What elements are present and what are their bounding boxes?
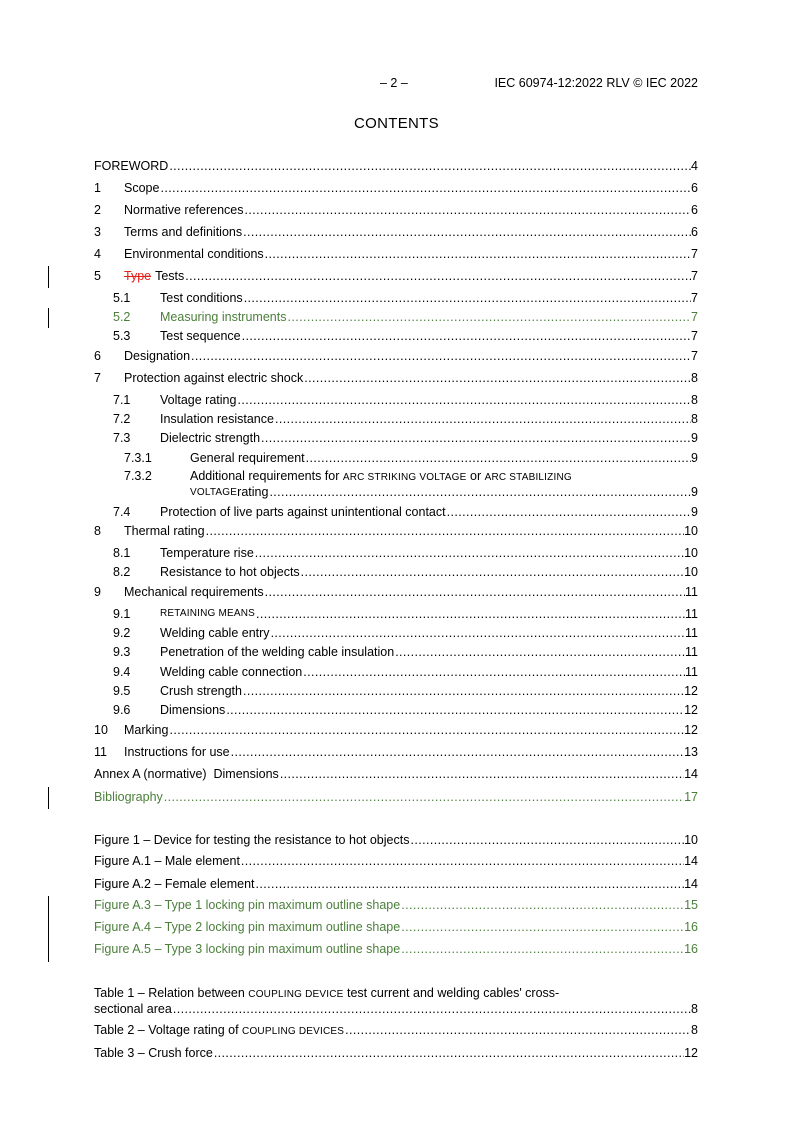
table-entry-page: 8 — [691, 1002, 698, 1016]
toc-entry-page: 13 — [684, 745, 698, 759]
toc-entry-page: 8 — [691, 371, 698, 385]
figure-entry-label: Figure A.2 – Female element — [94, 877, 255, 891]
toc-entry-number: 10 — [94, 723, 108, 737]
dot-leader — [400, 897, 684, 913]
defined-term: COUPLING DEVICE — [248, 989, 344, 1000]
toc-entry-7-3-1[interactable] — [94, 450, 698, 466]
toc-entry-page: 9 — [691, 451, 698, 465]
toc-entry-5-3[interactable] — [94, 328, 698, 344]
toc-entry-number: 7.4 — [113, 505, 131, 519]
table-entry-label: Table 1 – Relation between — [94, 986, 249, 1000]
dot-leader — [302, 664, 685, 680]
toc-entry-number: 7.2 — [113, 412, 131, 426]
dot-leader — [213, 1045, 684, 1061]
toc-entry-page: 7 — [691, 310, 698, 324]
toc-entry-page: 7 — [691, 269, 698, 283]
toc-entry-page: 7 — [691, 349, 698, 363]
dot-leader — [300, 564, 684, 580]
toc-entry-label: Scope — [124, 181, 160, 195]
dot-leader — [264, 584, 685, 600]
toc-entry-2[interactable] — [94, 202, 698, 218]
figure-entry[interactable] — [94, 853, 698, 869]
dot-leader — [190, 348, 691, 364]
toc-entry-page: 7 — [691, 247, 698, 261]
dot-leader — [240, 853, 684, 869]
toc-entry-5-1[interactable] — [94, 290, 698, 306]
toc-entry-number: 9.5 — [113, 684, 131, 698]
toc-entry-number: 5 — [94, 269, 101, 283]
page-header — [0, 76, 793, 92]
dot-leader — [274, 411, 691, 427]
dot-leader — [230, 744, 684, 760]
toc-entry-number: 3 — [94, 225, 101, 239]
dot-leader — [344, 1022, 691, 1040]
toc-entry-page: 7 — [691, 291, 698, 305]
toc-entry-7-3[interactable] — [94, 430, 698, 446]
toc-entry-number: 9.1 — [113, 607, 131, 621]
toc-entry-label: Measuring instruments — [160, 310, 287, 324]
toc-entry-label: RETAINING MEANS — [160, 608, 256, 619]
table-entry-label: Table 2 – Voltage rating of — [94, 1023, 243, 1037]
change-bar — [48, 787, 49, 809]
figure-entry-label: Figure A.1 – Male element — [94, 854, 240, 868]
defined-term: ARC STRIKING VOLTAGE — [342, 472, 467, 483]
dot-leader — [225, 702, 684, 718]
dot-leader — [242, 224, 691, 240]
table-entry[interactable] — [94, 986, 698, 1018]
toc-entry-page: 11 — [685, 626, 698, 640]
toc-entry-page: 10 — [684, 565, 698, 579]
toc-entry-label: Mechanical requirements — [124, 585, 264, 599]
figure-entry-page: 15 — [684, 898, 698, 912]
toc-entry-5-2[interactable] — [94, 309, 698, 325]
table-entry[interactable] — [94, 1024, 698, 1040]
toc-entry-label: Marking — [124, 723, 169, 737]
toc-entry-number: 8.2 — [113, 565, 131, 579]
dot-leader — [303, 370, 691, 386]
figure-entry-page: 10 — [684, 833, 698, 847]
table-entry[interactable] — [94, 1045, 698, 1061]
toc-entry-number: 8 — [94, 524, 101, 538]
toc-entry-label: Resistance to hot objects — [160, 565, 300, 579]
dot-leader — [254, 545, 684, 561]
toc-entry-label: Tests — [155, 269, 185, 283]
toc-entry-annex-a[interactable] — [94, 766, 698, 782]
toc-entry-page: 10 — [684, 524, 698, 538]
toc-entry-number: 7.3 — [113, 431, 131, 445]
dot-leader — [241, 328, 691, 344]
toc-entry-7-2[interactable] — [94, 411, 698, 427]
document-reference: IEC 60974-12:2022 RLV © IEC 2022 — [494, 76, 698, 90]
toc-entry-page: 11 — [685, 585, 698, 599]
toc-entry-6[interactable] — [94, 348, 698, 364]
toc-entry-number: 7 — [94, 371, 101, 385]
dot-leader — [159, 180, 691, 196]
figure-entry-page: 16 — [684, 942, 698, 956]
dot-leader — [268, 485, 691, 500]
figure-entry[interactable] — [94, 919, 698, 935]
dot-leader — [286, 309, 691, 325]
dot-leader — [242, 683, 684, 699]
deleted-text: Type — [124, 269, 152, 283]
toc-entry-page: 11 — [685, 645, 698, 659]
dot-leader — [205, 523, 685, 539]
toc-entry-foreword[interactable] — [94, 158, 698, 174]
toc-entry-label: Thermal rating — [124, 524, 205, 538]
toc-entry-9-5[interactable] — [94, 683, 698, 699]
toc-entry-label: Annex A (normative) Dimensions — [94, 767, 279, 781]
figure-entry-page: 14 — [684, 877, 698, 891]
table-entry-label: sectional area — [94, 1002, 172, 1016]
dot-leader — [172, 1002, 691, 1017]
toc-entry-label: Normative references — [124, 203, 244, 217]
toc-entry-page: 17 — [684, 790, 698, 804]
toc-entry-11[interactable] — [94, 744, 698, 760]
toc-entry-bibliography[interactable] — [94, 789, 698, 805]
defined-term: VOLTAGE — [190, 487, 238, 498]
figure-entry-page: 14 — [684, 854, 698, 868]
toc-entry-label: General requirement — [190, 451, 305, 465]
dot-leader — [305, 450, 691, 466]
toc-entry-7-3-2[interactable] — [94, 469, 698, 501]
toc-entry-page: 11 — [685, 665, 698, 679]
toc-entry-4[interactable] — [94, 246, 698, 262]
dot-leader — [255, 876, 685, 892]
toc-entry-9-1[interactable] — [94, 606, 698, 622]
toc-entry-9-6[interactable] — [94, 702, 698, 718]
dot-leader — [184, 268, 691, 284]
toc-entry-9[interactable] — [94, 584, 698, 600]
page-number: – 2 – — [380, 76, 408, 90]
toc-entry-8[interactable] — [94, 523, 698, 539]
toc-entry-page: 8 — [691, 393, 698, 407]
dot-leader — [168, 158, 691, 174]
dot-leader — [394, 644, 685, 660]
toc-entry-page: 9 — [691, 505, 698, 519]
toc-entry-number: 6 — [94, 349, 101, 363]
table-entry-label: Table 3 – Crush force — [94, 1046, 213, 1060]
toc-entry-page: 9 — [691, 485, 698, 499]
toc-entry-8-1[interactable] — [94, 545, 698, 561]
toc-entry-label: Penetration of the welding cable insulation — [160, 645, 395, 659]
toc-entry-page: 11 — [685, 607, 698, 621]
dot-leader — [270, 625, 685, 641]
toc-entry-1[interactable] — [94, 180, 698, 196]
toc-entry-7[interactable] — [94, 370, 698, 386]
toc-entry-10[interactable] — [94, 722, 698, 738]
toc-entry-label: Crush strength — [160, 684, 242, 698]
toc-entry-page: 10 — [684, 546, 698, 560]
figure-entry-page: 16 — [684, 920, 698, 934]
dot-leader — [400, 919, 684, 935]
defined-term: COUPLING DEVICES — [242, 1026, 345, 1037]
toc-entry-label: FOREWORD — [94, 159, 169, 173]
toc-entry-label: Terms and definitions — [124, 225, 243, 239]
toc-entry-page: 6 — [691, 181, 698, 195]
table-entry-page: 12 — [684, 1046, 698, 1060]
toc-entry-number: 1 — [94, 181, 101, 195]
dot-leader — [163, 789, 684, 805]
toc-entry-label: Test sequence — [160, 329, 241, 343]
dot-leader — [243, 290, 691, 306]
toc-entry-label: or — [466, 469, 485, 483]
toc-entry-9-4[interactable] — [94, 664, 698, 680]
toc-entry-number: 2 — [94, 203, 101, 217]
toc-entry-page: 12 — [684, 703, 698, 717]
toc-entry-label: Dielectric strength — [160, 431, 261, 445]
dot-leader — [264, 246, 691, 262]
toc-entry-8-2[interactable] — [94, 564, 698, 580]
defined-term: ARC STABILIZING — [484, 472, 572, 483]
toc-entry-label: Test conditions — [160, 291, 243, 305]
toc-entry-9-2[interactable] — [94, 625, 698, 641]
dot-leader — [255, 606, 685, 622]
toc-entry-number: 9.4 — [113, 665, 131, 679]
toc-entry-label: Temperature rise — [160, 546, 254, 560]
toc-entry-number: 7.3.1 — [124, 451, 152, 465]
toc-entry-page: 12 — [684, 684, 698, 698]
figure-entry[interactable] — [94, 941, 698, 957]
toc-entry-number: 5.1 — [113, 291, 131, 305]
contents-title: CONTENTS — [354, 115, 439, 132]
table-entry-page: 8 — [691, 1023, 698, 1037]
toc-entry-9-3[interactable] — [94, 644, 698, 660]
dot-leader — [400, 941, 684, 957]
toc-entry-label: Protection against electric shock — [124, 371, 304, 385]
toc-entry-page: 6 — [691, 203, 698, 217]
toc-entry-number: 7.1 — [113, 393, 131, 407]
toc-entry-page: 7 — [691, 329, 698, 343]
toc-entry-number: 4 — [94, 247, 101, 261]
toc-entry-label: Environmental conditions — [124, 247, 264, 261]
figure-entry[interactable] — [94, 832, 698, 848]
toc-entry-number: 9.3 — [113, 645, 131, 659]
figure-entry-label: Figure 1 – Device for testing the resistance to hot objects — [94, 833, 410, 847]
dot-leader — [244, 202, 692, 218]
toc-entry-page: 4 — [691, 159, 698, 173]
figure-entry-label: Figure A.5 – Type 3 locking pin maximum outline shape — [94, 942, 401, 956]
toc-entry-label: Voltage rating — [160, 393, 237, 407]
toc-entry-label: Insulation resistance — [160, 412, 274, 426]
toc-entry-label: Additional requirements for — [190, 469, 343, 483]
toc-entry-page: 6 — [691, 225, 698, 239]
toc-entry-page: 8 — [691, 412, 698, 426]
change-bar — [48, 308, 49, 328]
toc-entry-number: 5.2 — [113, 310, 131, 324]
change-bar — [48, 266, 49, 288]
figure-entry-label: Figure A.4 – Type 2 locking pin maximum outline shape — [94, 920, 401, 934]
toc-entry-label: Instructions for use — [124, 745, 230, 759]
toc-entry-label: Welding cable entry — [160, 626, 270, 640]
toc-entry-3[interactable] — [94, 224, 698, 240]
table-entry-label: test current and welding cables' cross- — [343, 986, 560, 1000]
figure-entry-label: Figure A.3 – Type 1 locking pin maximum outline shape — [94, 898, 401, 912]
dot-leader — [260, 430, 691, 446]
dot-leader — [279, 766, 684, 782]
toc-entry-page: 12 — [684, 723, 698, 737]
toc-entry-label: Designation — [124, 349, 191, 363]
dot-leader — [409, 832, 684, 848]
toc-entry-number: 7.3.2 — [124, 469, 152, 483]
figure-entry[interactable] — [94, 876, 698, 892]
toc-entry-label: Protection of live parts against unintentional contact — [160, 505, 446, 519]
change-bar — [48, 896, 49, 962]
toc-entry-page: 9 — [691, 431, 698, 445]
toc-entry-5[interactable] — [94, 268, 698, 284]
toc-entry-label: Dimensions — [160, 703, 226, 717]
dot-leader — [168, 722, 684, 738]
toc-entry-label: rating — [237, 485, 269, 499]
toc-entry-7-4[interactable] — [94, 504, 698, 520]
toc-entry-label: Welding cable connection — [160, 665, 303, 679]
toc-entry-number: 11 — [94, 745, 107, 759]
toc-entry-number: 9 — [94, 585, 101, 599]
dot-leader — [446, 504, 691, 520]
toc-entry-number: 9.2 — [113, 626, 131, 640]
toc-entry-number: 9.6 — [113, 703, 131, 717]
toc-entry-page: 14 — [684, 767, 698, 781]
figure-entry[interactable] — [94, 897, 698, 913]
dot-leader — [236, 392, 691, 408]
toc-entry-7-1[interactable] — [94, 392, 698, 408]
toc-entry-number: 5.3 — [113, 329, 131, 343]
toc-entry-label: Bibliography — [94, 790, 163, 804]
toc-entry-number: 8.1 — [113, 546, 131, 560]
